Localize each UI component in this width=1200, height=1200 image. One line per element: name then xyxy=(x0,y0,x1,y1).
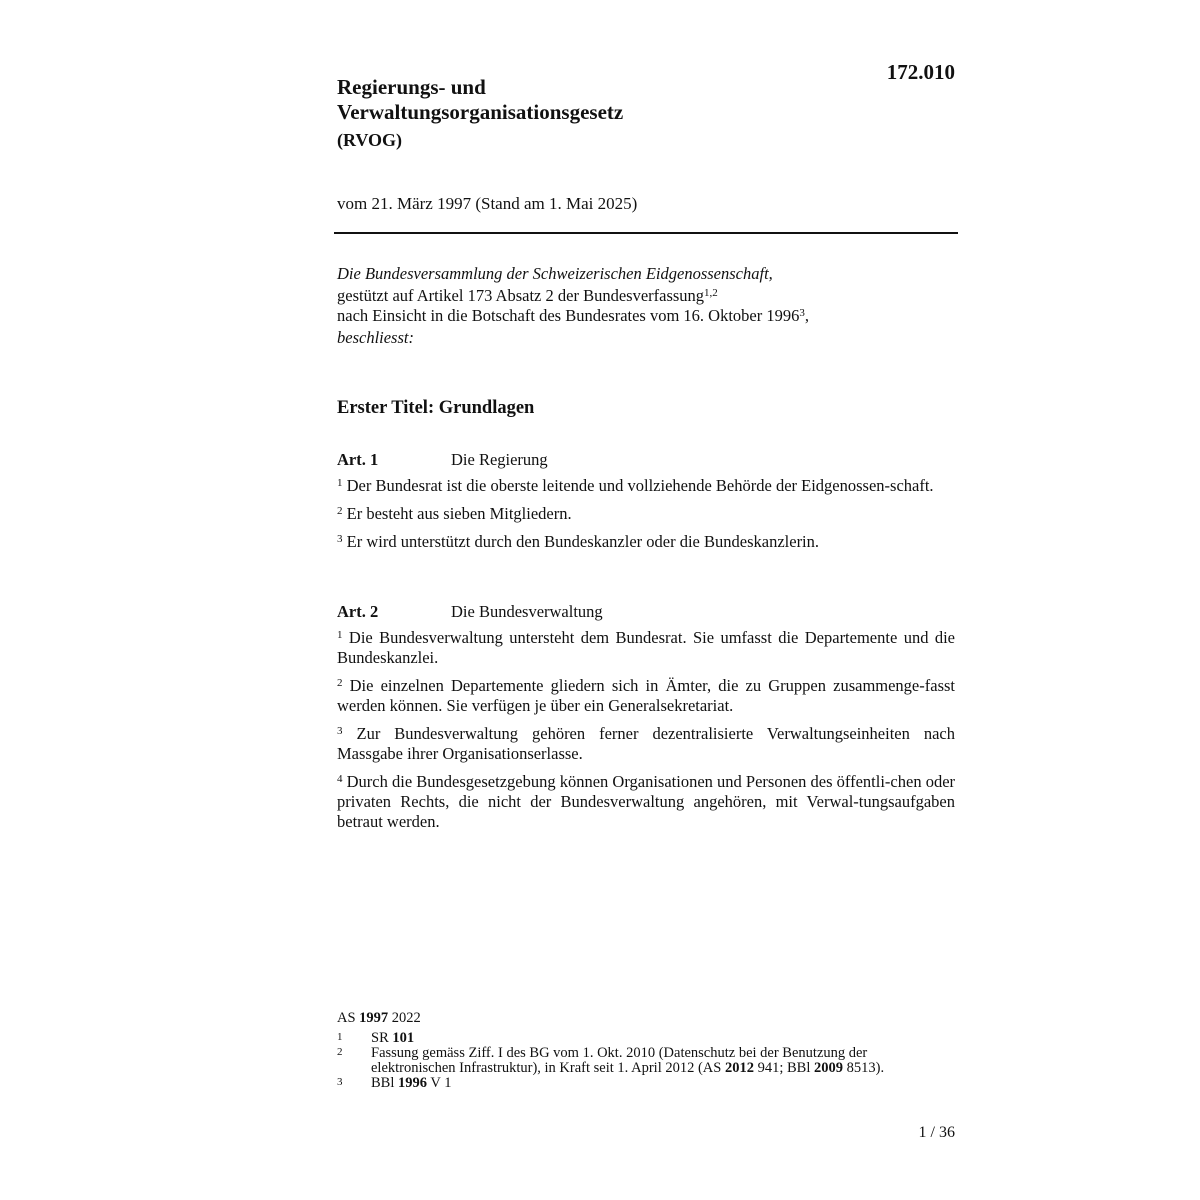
sr-number: 172.010 xyxy=(886,60,955,84)
preamble-issuer: Die Bundesversammlung der Schweizerischen Eidgenossenschaft, xyxy=(337,264,773,283)
footnote: 2 Fassung gemäss Ziff. I des BG vom 1. Okt. 2010 (Datenschutz bei der Benutzung der elektronischen Infrastruktur), in Kraft seit 1. April 2012 (AS 2012 941; BBl 2009 8513). xyxy=(337,1045,885,1076)
preamble xyxy=(337,264,957,348)
article-paragraph: $^1$ Der Bundesrat ist die oberste leitende und vollziehende Behörde der Eidgenossen-schaft. xyxy=(337,476,934,495)
preamble-view: nach Einsicht in die Botschaft des Bundesrates vom 16. Oktober 1996$^3$, xyxy=(337,306,809,325)
article-1 xyxy=(337,450,955,560)
article-number: Art. 1 xyxy=(337,450,379,469)
article-paragraph: $^2$ Die einzelnen Departemente gliedern sich in Ämter, die zu Gruppen zusammenge-fasst werden können. Sie verfügen je über ein Generalsekretariat. xyxy=(337,676,955,715)
title-line-1: Regierungs- und xyxy=(337,75,486,99)
article-paragraph: $^1$ Die Bundesverwaltung untersteht dem Bundesrat. Sie umfasst die Departemente und die Bundeskanzlei. xyxy=(337,628,955,667)
footnote: 3 BBl 1996 V 1 xyxy=(337,1075,452,1091)
article-title: Die Bundesverwaltung xyxy=(451,602,603,621)
article-paragraph: $^2$ Er besteht aus sieben Mitgliedern. xyxy=(337,504,572,523)
article-paragraph: $^4$ Durch die Bundesgesetzgebung können Organisationen und Personen des öffentli-chen oder privaten Rechts, die nicht der Bundesverwaltung angehören, mit Verwal-tungsaufgaben betraut werden. xyxy=(337,772,956,831)
law-date: vom 21. März 1997 (Stand am 1. Mai 2025) xyxy=(337,194,638,213)
footnotes xyxy=(337,1011,957,1091)
article-paragraph: $^3$ Zur Bundesverwaltung gehören ferner dezentralisierte Verwaltungseinheiten nach Massgabe ihrer Organisationserlasse. xyxy=(337,724,956,763)
article-number: Art. 2 xyxy=(337,602,379,621)
law-abbreviation: (RVOG) xyxy=(337,130,402,150)
article-2 xyxy=(337,602,955,840)
footnote-ref[interactable]: 3 xyxy=(799,307,805,319)
article-title: Die Regierung xyxy=(451,450,548,469)
article-heading xyxy=(337,602,955,622)
official-collection-ref: AS 1997 2022 xyxy=(337,1010,421,1026)
article-heading xyxy=(337,450,955,470)
preamble-basis: gestützt auf Artikel 173 Absatz 2 der Bundesverfassung$^{1,2}$ xyxy=(337,286,718,305)
section-title: Erster Titel: Grundlagen xyxy=(337,398,535,418)
footnote: 1 SR 101 xyxy=(337,1030,415,1046)
footnote-ref[interactable]: 1,2 xyxy=(704,287,718,299)
header-divider xyxy=(334,232,958,234)
title-line-2: Verwaltungsorganisationsgesetz xyxy=(337,100,624,124)
law-title xyxy=(337,75,623,125)
preamble-decides: beschliesst: xyxy=(337,328,414,347)
article-paragraph: $^3$ Er wird unterstützt durch den Bundeskanzler oder die Bundeskanzlerin. xyxy=(337,532,820,551)
page-number: 1 / 36 xyxy=(918,1124,955,1141)
